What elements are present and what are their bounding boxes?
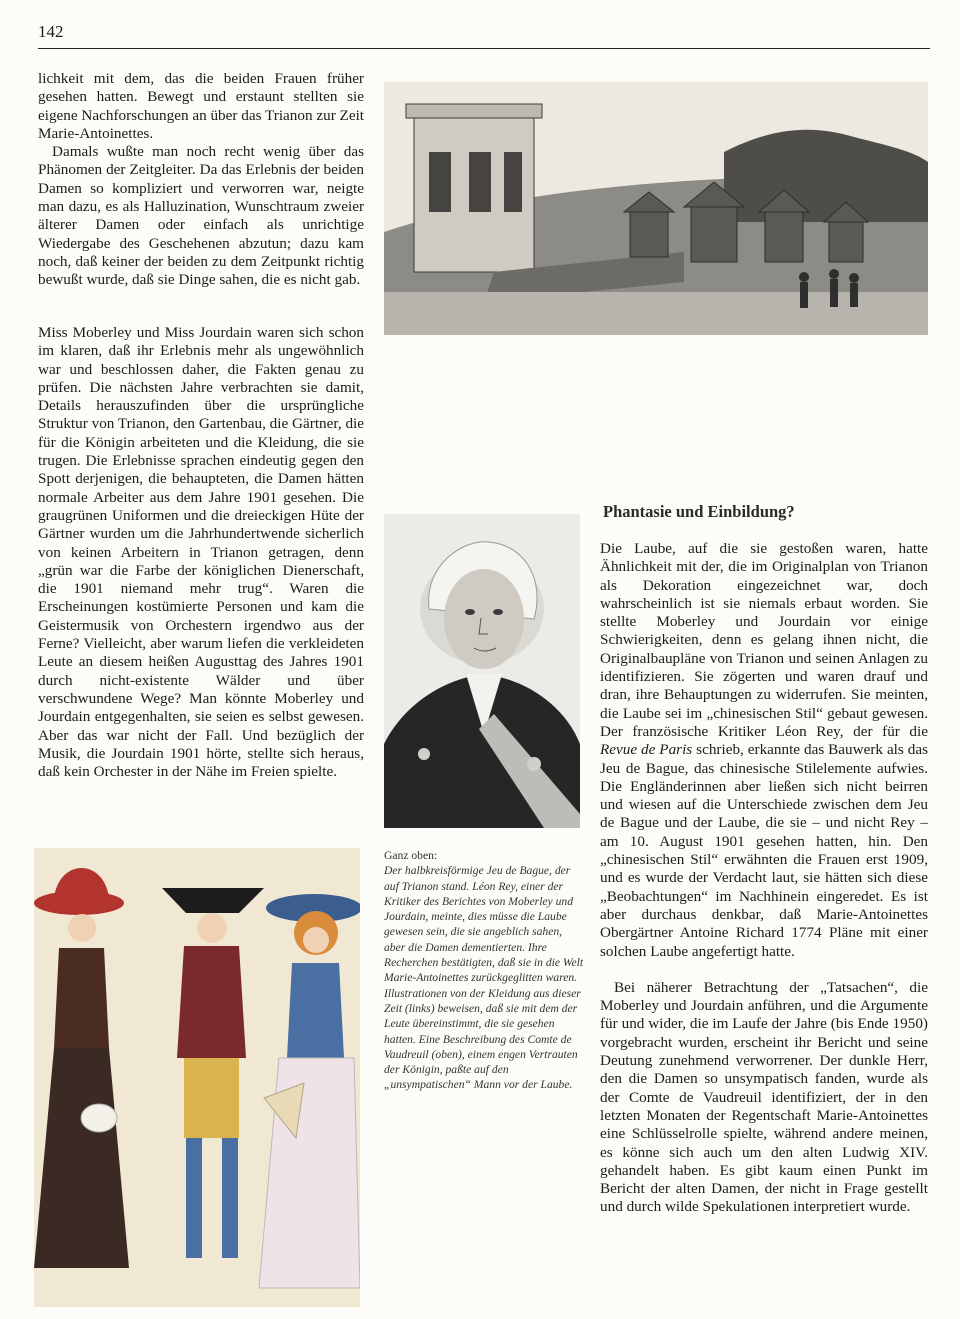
image-caption <box>384 848 584 1093</box>
comte-de-vaudreuil-portrait <box>384 514 580 828</box>
paragraph-text: schrieb, erkannte das Bauwerk als das Jeu de Bague, das chinesische Stilelemente aufwies. Die Engländerinnen aber ließen sich nicht beirren und wiesen auf die Unterschiede zwischen dem Jeu de Bague und der Laube, die sie – und nicht Rey – am 10. August 1901 gesehen hatten, hin. Den „chinesischen Stil“ erwähnten die Frauen erst 1909, und es wurde der Verdacht laut, sie hätten sich diese „Beobachtungen“ im Nachhinein eingeredet. Es ist aber durchaus denkbar, daß Marie-Antoinettes Obergärtner Antoine Richard 1774 Pläne mit einer solchen Laube angefertigt hatte. <box>600 741 929 960</box>
engraving-illustration <box>384 82 928 335</box>
paragraph: Bei näherer Betrachtung der „Tatsachen“, die Moberley und Jourdain anführen, und die Argumente für und wider, die im Laufe der Jahre (bis Ende 1950) vorgebracht wurden, erscheint ihr Bericht und seine Deutung zunehmend verworrener. Der dunkle Herr, den die Damen so unsympatisch fanden, wurde als der Comte de Vaudreuil identifiziert, der in den letzten Monaten der Regentschaft Marie-Antoinettes eine Schlüsselrolle spielte, während andere meinen, es könne sich auch um den alten Ludwig XIV. gehandelt haben. Es gibt kaum einen Punkt im Bericht der alten Damen, der nicht in Frage gestellt und durch wilde Spekulationen interpretiert wurde. <box>600 978 928 1216</box>
publication-title: Revue de Paris <box>600 741 693 759</box>
right-column <box>600 540 928 1217</box>
left-column-intro <box>38 70 364 290</box>
left-column-main <box>38 324 364 781</box>
caption-label: Ganz oben: <box>384 849 438 862</box>
portrait-illustration <box>384 514 580 828</box>
section-heading: Phantasie und Einbildung? <box>603 502 795 521</box>
paragraph <box>600 540 928 961</box>
paragraph-text: Die Laube, auf die sie gestoßen waren, hatte Ähnlichkeit mit der, die im Originalplan von Trianon als Dekoration eingezeichnet war, doch wahrscheinlich ist sie niemals erbaut worden. Sie stellte Moberley und Jourdain vor einige Schwierigkeiten, denn es gelang ihnen nicht, die Originalbaupläne von Trianon und seinen Anlagen zu identifizieren. Sie zögerten und waren drauf und dran, ihre Behauptungen zu widerrufen. Sie meinten, die Laube sei im „chinesischen Stil“ gebaut gewesen. Der französische Kritiker Léon Rey, der für die <box>600 540 928 740</box>
page-number: 142 <box>38 22 64 41</box>
jeu-de-bague-engraving <box>384 82 928 335</box>
header-rule <box>38 48 930 49</box>
caption-text: Der halbkreisförmige Jeu de Bague, der auf Trianon stand. Léon Rey, einer der Kritiker des Berichtes von Moberley und Jourdain, meinte, dies müsse die Laube gewesen sein, die sie angeblich sahen, aber die Damen dementierten. Ihre Recherchen bestätigten, daß sie in die Welt Marie-Antoinettes zurückgeglitten waren. Illustrationen von der Kleidung aus dieser Zeit (links) beweisen, daß sie mit dem der Leute übereinstimmt, die sie gesehen hatten. Eine Beschreibung des Comte de Vaudreuil (oben), einem engen Vertrauten der Königin, paßte auf den „unsympatischen“ Mann vor der Laube. <box>384 864 584 1092</box>
paragraph: Damals wußte man noch recht wenig über das Phänomen der Zeitgleiter. Da das Erlebnis der beiden Damen so kompliziert und verworren war, neigte man dazu, es als Halluzination, Wunschtraum zweier älterer Damen oder einfach als unrichtige Wiedergabe des Geschehenen abzutun; dazu kam noch, daß keiner der beiden zu dem Zeitpunkt richtig bewußt wurde, daß sie Dinge sahen, die es nicht gab. <box>38 143 364 289</box>
paragraph: lichkeit mit dem, das die beiden Frauen früher gesehen hatten. Bewegt und erstaunt stellten sie eigene Nachforschungen an über das Trianon zur Zeit Marie-Antoinettes. <box>38 70 365 142</box>
costume-illustration <box>34 848 360 1307</box>
costume-plate-illustration <box>34 848 360 1307</box>
paragraph: Miss Moberley und Miss Jourdain waren sich schon im klaren, daß ihr Erlebnis mehr als ungewöhnlich war und beschlossen daher, die Fakten genau zu prüfen. Die nächsten Jahre verbrachten sie damit, Details herauszufinden über die ursprüngliche Struktur von Trianon, den Gartenbau, die Gärtner, die für die Königin arbeiteten und die Kleidung, die sie trugen. Die Erlebnisse sprachen eindeutig gegen den Spott derjenigen, die behaupteten, die Damen hätten normale Arbeiter aus dem Jahre 1901 gesehen. Die graugrünen Uniformen und die dreieckigen Hüte der Gärtner wurden um die Jahrhundertwende sicherlich von keinen Arbeitern in Trianon getragen, denn „grün war die Farbe der königlichen Dienerschaft, die 1901 niemand mehr trug“. Waren die Erscheinungen kostümierte Personen und kam die Geistermusik von Orchestern irgendwo aus der Ferne? Vielleicht, aber warum liefen die verkleideten Leute an diesem heißen Augusttag des Jahres 1901 durch nicht-existente Wälder und über verschwundene Wege? Man könnte Moberley und Jourdain entgegenhalten, sie seien es selbst gewesen. Aber das war nicht der Fall. Und bezüglich der Musik, die Jourdain 1901 hörte, stellte sich heraus, daß kein Orchester in der Nähe im Freien spielte. <box>38 324 364 781</box>
